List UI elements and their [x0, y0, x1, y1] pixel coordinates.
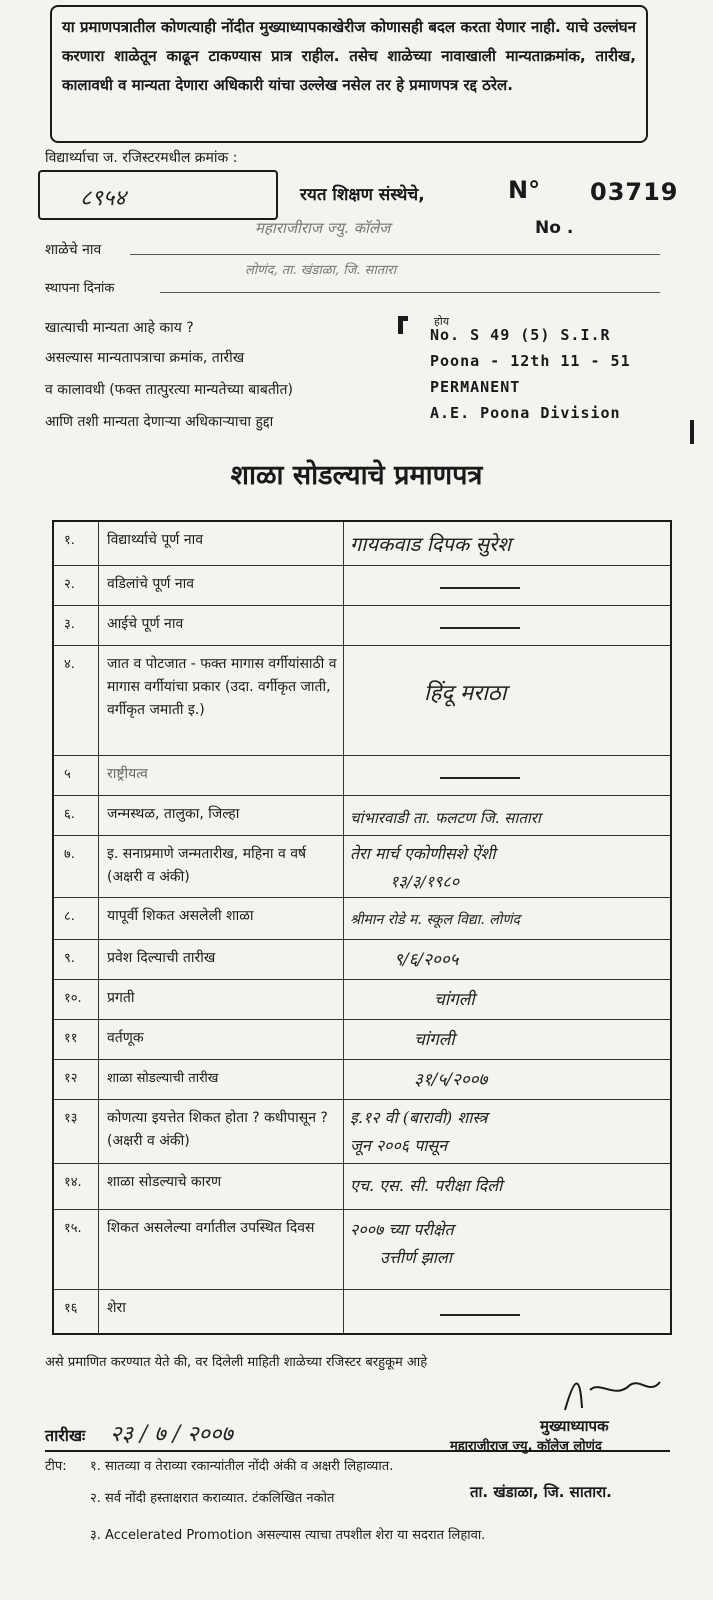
- certificate-title: शाळा सोडल्याचे प्रमाणपत्र: [230, 460, 483, 491]
- college-name-faded: महाराजीराज ज्यु. कॉलेज: [255, 219, 391, 237]
- row-value: [344, 606, 670, 645]
- row-value: [344, 1100, 670, 1163]
- table-row: [54, 646, 670, 756]
- row-number: १३: [54, 1100, 99, 1163]
- row-number: ८.: [54, 898, 99, 939]
- row-value-line-1: तेरा मार्च एकोणीसशे ऐंशी: [350, 844, 496, 863]
- stamp-line-4: A.E. Poona Division: [430, 404, 621, 422]
- blank-dash: [440, 777, 520, 779]
- stamp-line-2: Poona - 12th 11 - 51: [430, 352, 631, 370]
- row-value: चांगली: [434, 990, 475, 1010]
- row-number: १६: [54, 1290, 99, 1333]
- table-row: [54, 796, 670, 836]
- row-label: प्रगती: [99, 980, 344, 1019]
- row-label: आईचे पूर्ण नाव: [99, 606, 344, 645]
- row-number: ३.: [54, 606, 99, 645]
- notice-text: या प्रमाणपत्रातील कोणत्याही नोंदीत मुख्याध्यापकाखेरीज कोणासही बदल करता येणार नाही. याचे उल्लंघन करणारा शाळेतून काढून टाकण्यास प्रात्र राहील. तसेच शाळेच्या नावाखाली मान्यताक्रमांक, तारीख, कालावधी व मान्यता देणारा अधिकारी यांचा उल्लेख नसेल तर हे प्रमाणपत्र रद्द ठरेल.: [62, 18, 636, 94]
- row-number: ५: [54, 756, 99, 795]
- table-row: [54, 606, 670, 646]
- principal-title: मुख्याध्यापक: [540, 1417, 609, 1435]
- row-label: वडिलांचे पूर्ण नाव: [99, 566, 344, 605]
- recog-question-4: आणि तशी मान्यता देणाऱ्या अधिकाऱ्याचा हुद्दा: [45, 414, 274, 430]
- row-value: चांगली: [414, 1030, 455, 1050]
- row-label: राष्ट्रीयत्व: [99, 756, 344, 795]
- stamp-line-1: No. S 49 (5) S.I.R: [430, 326, 611, 344]
- table-row: [54, 980, 670, 1020]
- row-label: शिकत असलेल्या वर्गातील उपस्थित दिवस: [99, 1210, 344, 1289]
- school-value: लोणंद, ता. खंडाळा, जि. सातारा: [245, 263, 397, 278]
- certificate-number: 03719: [590, 178, 679, 206]
- row-value: चांभारवाडी ता. फलटण जि. सातारा: [350, 809, 541, 827]
- stamp-line-3: PERMANENT: [430, 378, 521, 396]
- row-number: १२: [54, 1060, 99, 1099]
- row-label: विद्यार्थ्याचे पूर्ण नाव: [99, 522, 344, 565]
- row-value-line-2: जून २००६ पासून: [350, 1136, 448, 1155]
- blank-dash: [440, 1314, 520, 1316]
- row-label: प्रवेश दिल्याची तारीख: [99, 940, 344, 979]
- no-symbol: N°: [508, 176, 541, 204]
- row-number: १५.: [54, 1210, 99, 1289]
- estab-rule: [160, 292, 660, 293]
- row-value: हिंदू मराठा: [424, 681, 507, 706]
- row-value: [344, 756, 670, 795]
- table-row: [54, 940, 670, 980]
- row-label: वर्तणूक: [99, 1020, 344, 1059]
- register-label: विद्यार्थ्याचा ज. रजिस्टरमधील क्रमांक :: [45, 150, 238, 166]
- table-row: [54, 1100, 670, 1164]
- recog-question-1: खात्याची मान्यता आहे काय ?: [45, 320, 194, 336]
- notice-box: [50, 5, 648, 143]
- recog-question-2: असल्यास मान्यतापत्राचा क्रमांक, तारीख: [45, 350, 245, 366]
- note-label: टीप:: [45, 1459, 67, 1474]
- estab-label: स्थापना दिनांक: [45, 281, 115, 296]
- society-name: रयत शिक्षण संस्थेचे,: [300, 185, 425, 205]
- row-label: जन्मस्थळ, तालुका, जिल्हा: [99, 796, 344, 835]
- stamp-yes: होय: [434, 315, 450, 328]
- row-value: श्रीमान रोडे म. स्कूल विद्या. लोणंद: [350, 912, 520, 928]
- row-number: २.: [54, 566, 99, 605]
- bracket-mark: [398, 316, 408, 334]
- row-label: इ. सनाप्रमाणे जन्मतारीख, महिना व वर्ष (अक्षरी व अंकी): [99, 836, 344, 897]
- row-value-line-1: २००७ च्या परीक्षेत: [350, 1220, 454, 1239]
- table-row: [54, 1020, 670, 1060]
- no-label: No .: [535, 218, 574, 238]
- principal-school: महाराजीराज ज्यु. कॉलेज लोणंद: [450, 1439, 602, 1454]
- table-row: [54, 1210, 670, 1290]
- note-2: २. सर्व नोंदी हस्ताक्षरात कराव्यात. टंकलिखित नकोत: [90, 1491, 335, 1506]
- row-value-line-1: इ.१२ वी (बारावी) शास्त्र: [350, 1108, 488, 1127]
- table-row: [54, 522, 670, 566]
- row-number: ९.: [54, 940, 99, 979]
- row-value-line-2: उत्तीर्ण झाला: [380, 1248, 452, 1267]
- row-value: ३१/५/२००७: [414, 1070, 488, 1090]
- row-number: १.: [54, 522, 99, 565]
- note-1: १. सातव्या व तेराव्या रकान्यांतील नोंदी अंकी व अक्षरी लिहाव्यात.: [90, 1459, 394, 1474]
- table-row: [54, 566, 670, 606]
- table-row: [54, 756, 670, 796]
- date-label: तारीखः: [45, 1426, 86, 1445]
- register-value: ८९५४: [80, 186, 126, 211]
- row-number: ६.: [54, 796, 99, 835]
- blank-dash: [440, 587, 520, 589]
- row-label: शेरा: [99, 1290, 344, 1333]
- register-box: [38, 170, 278, 220]
- row-value: एच. एस. सी. परीक्षा दिली: [350, 1176, 503, 1195]
- row-number: १४.: [54, 1164, 99, 1209]
- date-value: २३ / ७ / २००७: [110, 1422, 233, 1447]
- row-label: शाळा सोडल्याचे कारण: [99, 1164, 344, 1209]
- row-value: [344, 1290, 670, 1333]
- row-value: गायकवाड दिपक सुरेश: [350, 532, 511, 556]
- row-number: ११: [54, 1020, 99, 1059]
- row-label: यापूर्वी शिकत असलेली शाळा: [99, 898, 344, 939]
- table-row: [54, 1060, 670, 1100]
- principal-signature: [560, 1370, 670, 1420]
- table-row: [54, 1164, 670, 1210]
- blank-dash: [440, 627, 520, 629]
- footer-rule: [45, 1450, 670, 1452]
- row-value: [344, 836, 670, 897]
- certify-statement: असे प्रमाणित करण्यात येते की, वर दिलेली माहिती शाळेच्या रजिस्टर बरहुकूम आहे: [45, 1355, 428, 1370]
- row-number: ४.: [54, 646, 99, 755]
- corner-mark: [690, 420, 694, 444]
- table-row: [54, 898, 670, 940]
- details-table: [52, 520, 672, 1335]
- row-value-line-2: १३/३/१९८०: [390, 872, 460, 891]
- row-number: १०.: [54, 980, 99, 1019]
- school-label: शाळेचे नाव: [45, 242, 102, 258]
- row-label: शाळा सोडल्याची तारीख: [99, 1060, 344, 1099]
- recognition-stamp: [430, 316, 680, 446]
- note-3: ३. Accelerated Promotion असल्यास त्याचा तपशील शेरा या सदरात लिहावा.: [90, 1528, 486, 1543]
- table-row: [54, 1290, 670, 1333]
- school-rule: [130, 254, 660, 255]
- row-value: [344, 566, 670, 605]
- row-value: [344, 1210, 670, 1289]
- row-label: कोणत्या इयत्तेत शिकत होता ? कधीपासून ?(अक्षरी व अंकी): [99, 1100, 344, 1163]
- row-number: ७.: [54, 836, 99, 897]
- row-value: ९/६/२००५: [394, 950, 459, 970]
- row-label: जात व पोटजात - फक्त मागास वर्गीयांसाठी व मागास वर्गीयांचा प्रकार (उदा. वर्गीकृत जाती, वर्गीकृत जमाती इ.): [99, 646, 344, 755]
- principal-place: ता. खंडाळा, जि. सातारा.: [470, 1483, 612, 1501]
- table-row: [54, 836, 670, 898]
- recog-question-3: व कालावधी (फक्त तात्पुरत्या मान्यतेच्या बाबतीत): [45, 382, 293, 398]
